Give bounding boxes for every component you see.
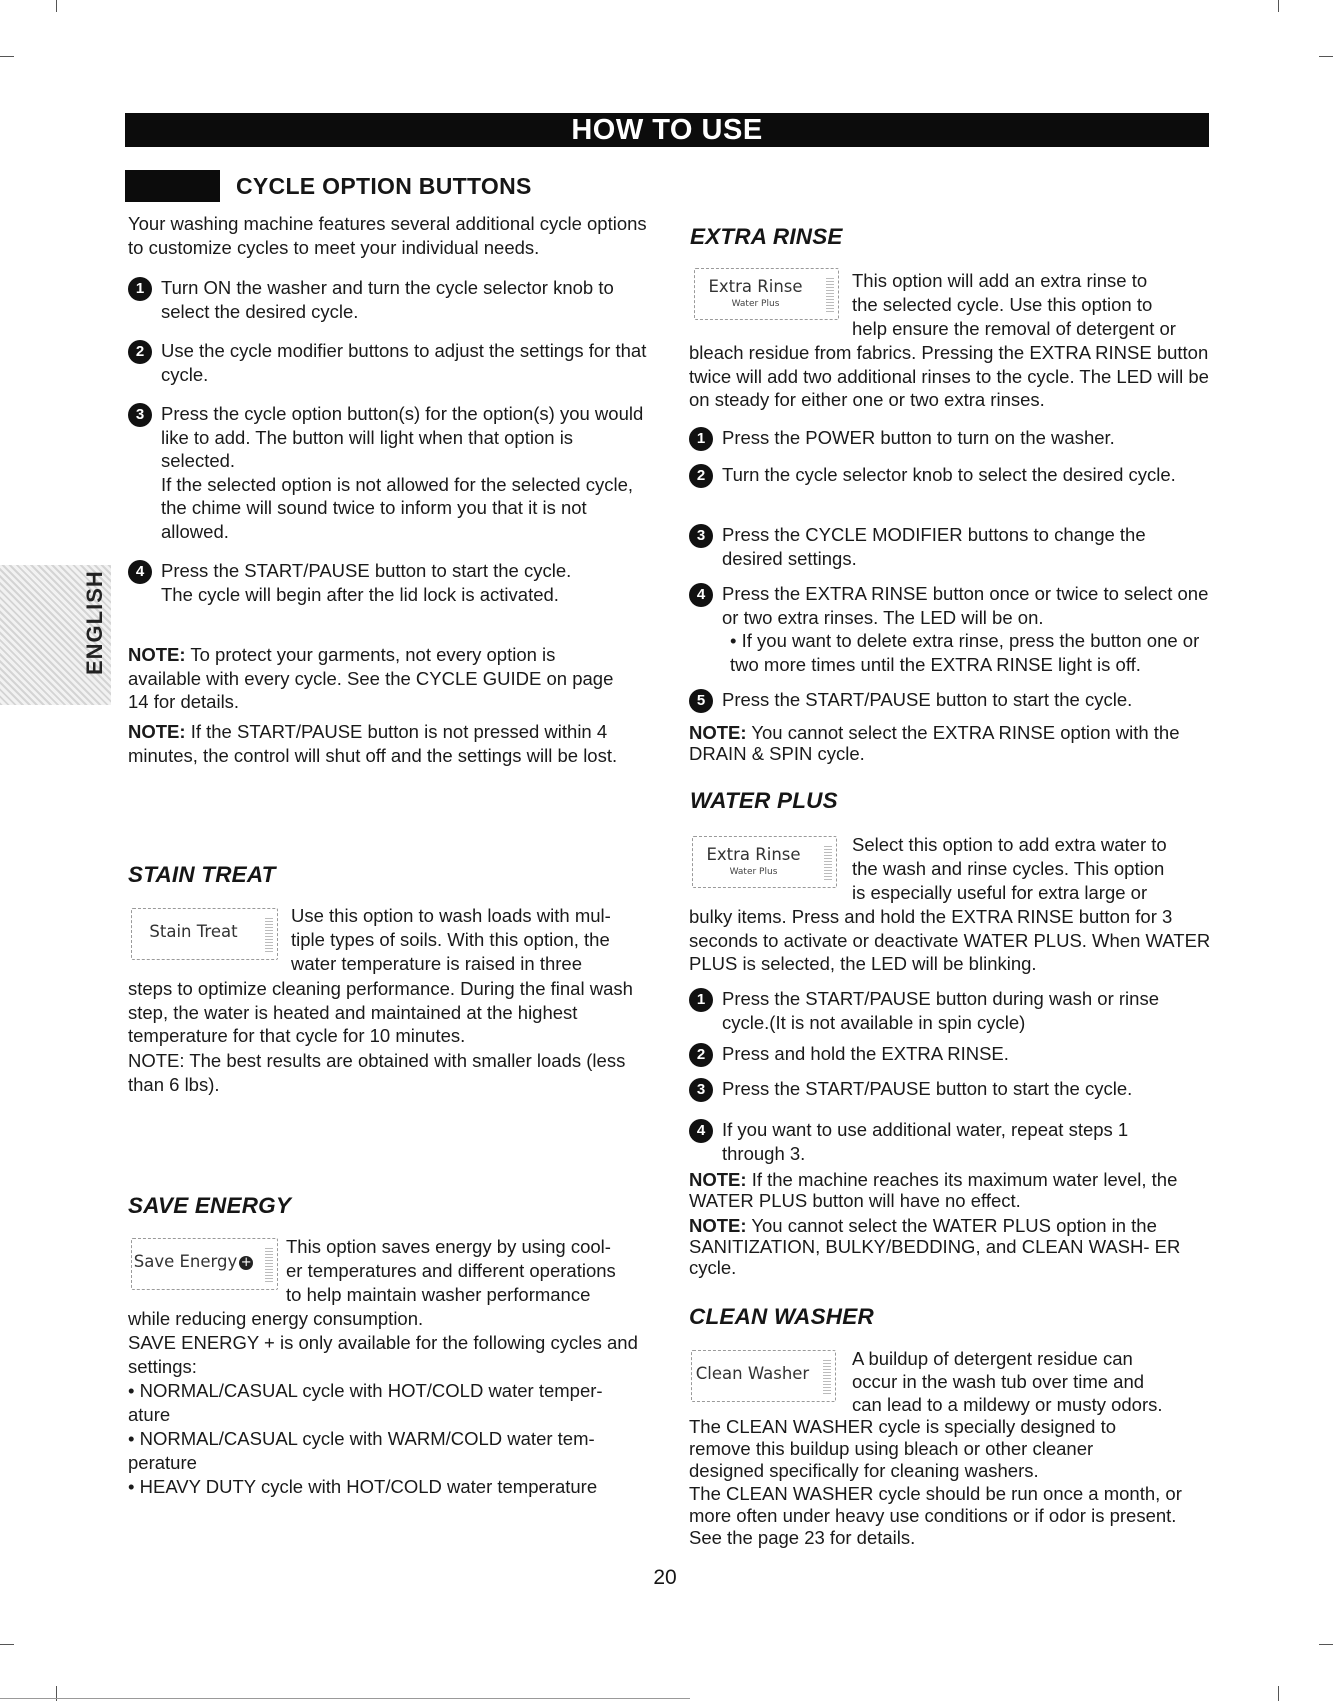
- step-number-badge: 1: [689, 427, 713, 451]
- step-text: Press the EXTRA RINSE button once or twice to select one or two extra rinses. The LED will be on.: [722, 583, 1209, 628]
- plus-circle-icon: [239, 1256, 253, 1270]
- button-label: Save Energy: [133, 1252, 238, 1271]
- stain-treat-heading: STAIN TREAT: [128, 862, 276, 887]
- save-energy-line-2: er temperatures and different operations: [286, 1260, 616, 1281]
- extra-rinse-step-3: [689, 523, 1219, 570]
- step-text: Press the CYCLE MODIFIER buttons to change the desired settings.: [722, 524, 1146, 569]
- water-plus-text: bulky items. Press and hold the EXTRA RINSE button for 3 seconds to activate or deactivate WATER PLUS. When WATER PLUS is selected, the LED will be blinking.: [689, 906, 1211, 974]
- step-number-badge: 3: [689, 524, 713, 548]
- step-text-block: [722, 582, 1229, 676]
- intro-step-2: [128, 339, 648, 386]
- save-energy-line-3: to help maintain washer performance: [286, 1284, 591, 1305]
- note-label: NOTE:: [689, 722, 747, 743]
- step-extra-text: If the selected option is not allowed for the selected cycle, the chime will sound twice to inform you that it is not allowed.: [161, 473, 634, 542]
- step-text: Turn ON the washer and turn the cycle selector knob to select the desired cycle.: [161, 277, 614, 322]
- intro-text: Your washing machine features several additional cycle options to customize cycles to meet your individual needs.: [128, 213, 647, 258]
- intro-step-3: [128, 402, 648, 543]
- note-2: [128, 720, 648, 767]
- save-energy-text-2: SAVE ENERGY + is only available for the following cycles and settings:: [128, 1332, 638, 1377]
- extra-rinse-note: [689, 722, 1199, 764]
- step-text: Press the START/PAUSE button to start the cycle. The cycle will begin after the lid lock is activated.: [161, 560, 572, 605]
- note-label: NOTE:: [689, 1215, 747, 1236]
- stain-treat-button-icon: [131, 908, 278, 960]
- bullet-text: NORMAL/CASUAL cycle with HOT/COLD water temper- ature: [128, 1380, 603, 1425]
- note-text: If the START/PAUSE button is not pressed within 4 minutes, the control will shut off and the settings will be lost.: [128, 721, 618, 766]
- step-number-badge: 1: [128, 277, 152, 301]
- led-indicator-icon: [823, 1358, 831, 1394]
- save-energy-bullet-3: [128, 1475, 648, 1499]
- step-text-block: [161, 402, 648, 543]
- button-label: Clean Washer: [695, 1364, 810, 1383]
- note-text: You cannot select the WATER PLUS option in the SANITIZATION, BULKY/BEDDING, and CLEAN WASH- ER cycle.: [689, 1215, 1181, 1278]
- step-number-badge: 5: [689, 689, 713, 713]
- water-plus-note-2: [689, 1215, 1209, 1278]
- note-1: [128, 643, 628, 714]
- water-plus-line-2: the wash and rinse cycles. This option: [852, 858, 1165, 879]
- step-text: Press the cycle option button(s) for the option(s) you would like to add. The button will light when that option is selected.: [161, 403, 644, 471]
- step-number-badge: 1: [689, 988, 713, 1012]
- step-text: Press and hold the EXTRA RINSE.: [722, 1043, 1009, 1064]
- save-energy-heading: SAVE ENERGY: [128, 1193, 292, 1218]
- clean-washer-button-icon: [691, 1350, 836, 1402]
- section-marker: [125, 170, 220, 202]
- step-text: Press the START/PAUSE button to start the cycle.: [722, 1078, 1133, 1099]
- step-text: Press the START/PAUSE button during wash or rinse cycle.(It is not available in spin cycle): [722, 988, 1159, 1033]
- button-sublabel: Water Plus: [731, 299, 780, 309]
- header-title-bar: HOW TO USE: [125, 113, 1209, 147]
- crop-mark: [0, 56, 14, 57]
- bullet: •: [128, 1380, 140, 1401]
- water-plus-step-4: [689, 1118, 1219, 1165]
- step-number-badge: 3: [128, 403, 152, 427]
- bullet: •: [128, 1476, 140, 1497]
- water-plus-step-2: [689, 1042, 1219, 1067]
- crop-mark: [56, 0, 57, 12]
- step-sub-bullet: • If you want to delete extra rinse, press the button one or two more times until the EXTRA RINSE light is off.: [730, 630, 1200, 675]
- crop-mark: [0, 1644, 14, 1645]
- water-plus-note-1: [689, 1169, 1209, 1211]
- note-text: If the machine reaches its maximum water level, the WATER PLUS button will have no effect.: [689, 1169, 1178, 1211]
- button-label-row: [132, 1252, 255, 1271]
- save-energy-line-1: This option saves energy by using cool-: [286, 1236, 611, 1257]
- note-text: To protect your garments, not every option is available with every cycle. See the CYCLE GUIDE on page 14 for details.: [128, 644, 614, 712]
- bullet: •: [128, 1428, 140, 1449]
- step-text: If you want to use additional water, repeat steps 1 through 3.: [722, 1119, 1129, 1164]
- water-plus-step-1: [689, 987, 1219, 1034]
- section-title: CYCLE OPTION BUTTONS: [236, 173, 532, 199]
- led-indicator-icon: [826, 276, 834, 312]
- note-text: You cannot select the EXTRA RINSE option with the DRAIN & SPIN cycle.: [689, 722, 1180, 764]
- note-label: NOTE:: [128, 721, 186, 742]
- extra-rinse-line-2: the selected cycle. Use this option to: [852, 294, 1153, 315]
- clean-washer-heading: CLEAN WASHER: [689, 1304, 874, 1329]
- save-energy-bullet-2: [128, 1427, 648, 1474]
- water-plus-step-3: [689, 1077, 1219, 1102]
- clean-washer-text: The CLEAN WASHER cycle is specially designed to remove this buildup using bleach or other cleaner designed specifically for cleaning washers.: [689, 1416, 1117, 1481]
- step-number-badge: 2: [689, 464, 713, 488]
- led-indicator-icon: [265, 916, 273, 952]
- clean-washer-line-2: occur in the wash tub over time and: [852, 1371, 1145, 1392]
- stain-treat-text: steps to optimize cleaning performance. During the final wash step, the water is heated and maintained at the highest temperature for that cycle for 10 minutes.: [128, 978, 633, 1046]
- plus-symbol: +: [240, 1254, 252, 1270]
- stain-treat-line-1: Use this option to wash loads with mul-: [291, 905, 611, 926]
- led-indicator-icon: [265, 1246, 273, 1282]
- intro-step-1: [128, 276, 648, 323]
- extra-rinse-heading: EXTRA RINSE: [690, 224, 843, 249]
- note-label: NOTE:: [689, 1169, 747, 1190]
- clean-washer-text-2: The CLEAN WASHER cycle should be run once a month, or more often under heavy use conditions or if odor is present. See the page 23 for details.: [689, 1483, 1182, 1548]
- page-number: 20: [653, 1566, 677, 1589]
- step-number-badge: 4: [689, 583, 713, 607]
- step-text: Turn the cycle selector knob to select the desired cycle.: [722, 464, 1176, 485]
- step-text: Press the START/PAUSE button to start the cycle.: [722, 689, 1133, 710]
- note-label: NOTE:: [128, 644, 186, 665]
- step-number-badge: 4: [128, 560, 152, 584]
- step-number-badge: 4: [689, 1119, 713, 1143]
- step-number-badge: 2: [128, 340, 152, 364]
- crop-mark: [1319, 56, 1333, 57]
- crop-mark: [1319, 1644, 1333, 1645]
- extra-rinse-line-1: This option will add an extra rinse to: [852, 270, 1148, 291]
- extra-rinse-step-1: [689, 426, 1219, 451]
- water-plus-heading: WATER PLUS: [690, 788, 838, 813]
- clean-washer-line-3: can lead to a mildewy or musty odors.: [852, 1394, 1163, 1415]
- water-plus-line-3: is especially useful for extra large or: [852, 882, 1148, 903]
- bullet-text: NORMAL/CASUAL cycle with WARM/COLD water tem- perature: [128, 1428, 595, 1473]
- step-text: Press the POWER button to turn on the washer.: [722, 427, 1115, 448]
- extra-rinse-step-4: [689, 582, 1229, 676]
- crop-mark: [1278, 0, 1279, 12]
- step-number-badge: 3: [689, 1078, 713, 1102]
- water-plus-button-icon: [692, 836, 837, 888]
- bullet-text: HEAVY DUTY cycle with HOT/COLD water temperature: [139, 1476, 598, 1497]
- extra-rinse-step-2: [689, 463, 1219, 488]
- intro-step-4: [128, 559, 648, 606]
- led-indicator-icon: [824, 844, 832, 880]
- stain-treat-line-2: tiple types of soils. With this option, the: [291, 929, 610, 950]
- step-text: Use the cycle modifier buttons to adjust the settings for that cycle.: [161, 340, 647, 385]
- save-energy-button-icon: [131, 1238, 278, 1290]
- language-tab-label: ENGLISH: [82, 570, 107, 675]
- button-label: Stain Treat: [149, 922, 238, 941]
- bottom-rule: [0, 1698, 690, 1699]
- button-label: Extra Rinse: [706, 845, 801, 864]
- step-number-badge: 2: [689, 1043, 713, 1067]
- crop-mark: [1278, 1686, 1279, 1701]
- save-energy-bullet-1: [128, 1379, 648, 1426]
- save-energy-text: while reducing energy consumption.: [128, 1308, 424, 1329]
- stain-treat-note: NOTE: The best results are obtained with smaller loads (less than 6 lbs).: [128, 1050, 626, 1095]
- extra-rinse-step-5: [689, 688, 1219, 713]
- button-label: Extra Rinse: [708, 277, 803, 296]
- extra-rinse-line-3: help ensure the removal of detergent or: [852, 318, 1176, 339]
- extra-rinse-text: bleach residue from fabrics. Pressing the EXTRA RINSE button twice will add two additional rinses to the cycle. The LED will be on steady for either one or two extra rinses.: [689, 342, 1209, 410]
- stain-treat-line-3: water temperature is raised in three: [291, 953, 582, 974]
- water-plus-line-1: Select this option to add extra water to: [852, 834, 1167, 855]
- extra-rinse-button-icon: [694, 268, 839, 320]
- button-sublabel: Water Plus: [729, 867, 778, 877]
- clean-washer-line-1: A buildup of detergent residue can: [852, 1348, 1133, 1369]
